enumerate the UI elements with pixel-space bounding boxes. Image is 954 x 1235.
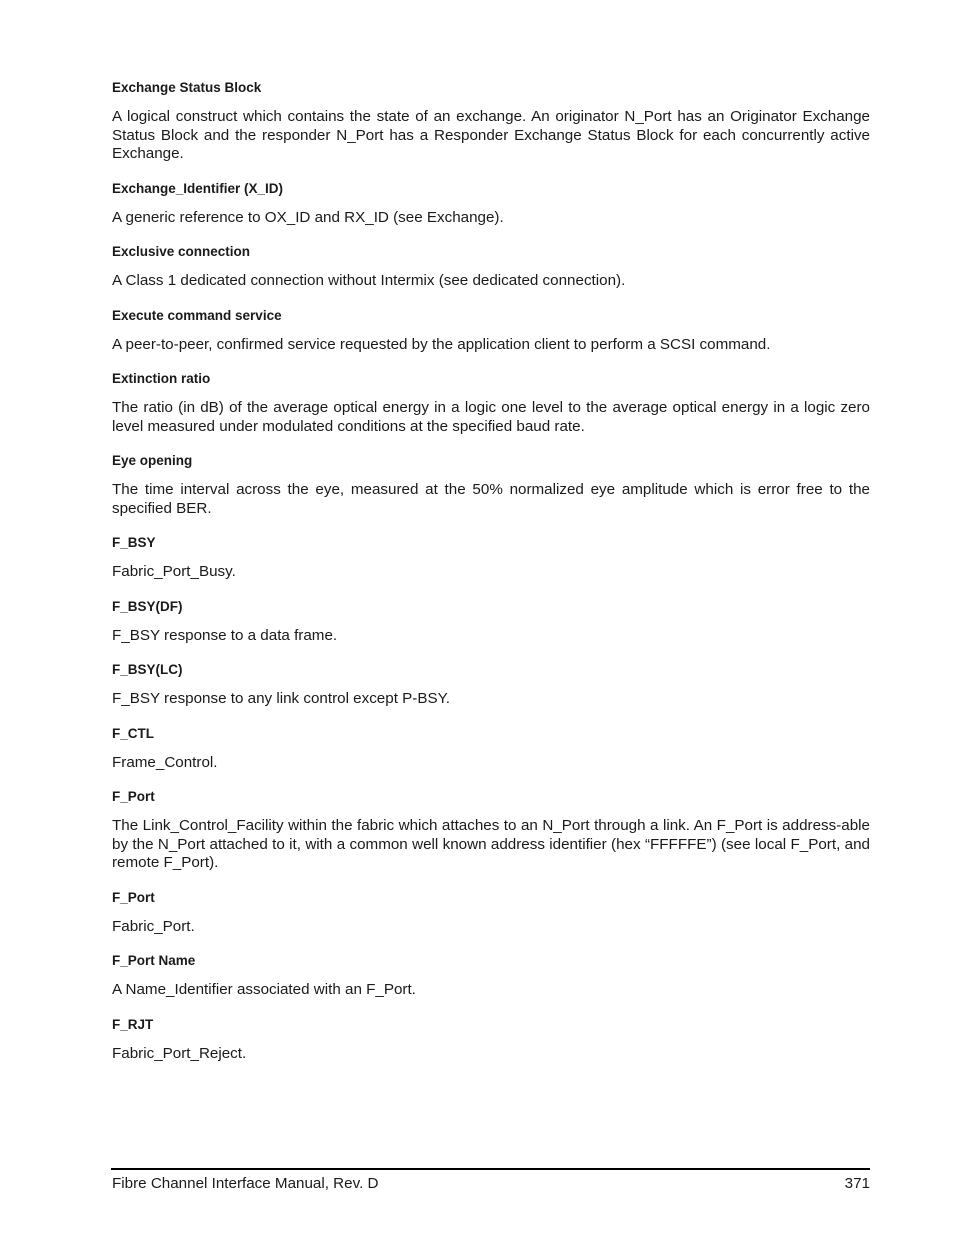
glossary-definition: F_BSY response to any link control except P-BSY.	[112, 690, 450, 707]
glossary-definition: Fabric_Port_Busy.	[112, 563, 236, 580]
glossary-definition: Frame_Control.	[112, 753, 218, 771]
glossary-entry-exchange-identifier	[112, 181, 870, 228]
glossary-entry-f-rjt	[112, 1017, 870, 1064]
footer-divider	[111, 1168, 870, 1170]
glossary-entry-exchange-status-block	[112, 80, 870, 164]
glossary-entry-f-ctl	[112, 726, 870, 773]
glossary-term: F_BSY(DF)	[112, 598, 183, 614]
glossary-term: F_RJT	[112, 1016, 154, 1032]
glossary-content	[112, 80, 870, 1080]
glossary-entry-exclusive-connection	[112, 244, 870, 291]
glossary-term: F_BSY(LC)	[112, 662, 183, 677]
glossary-term: F_BSY	[112, 535, 156, 550]
glossary-entry-eye-opening	[112, 453, 870, 518]
glossary-term: Exclusive connection	[112, 244, 251, 259]
glossary-entry-f-bsy-df	[112, 599, 870, 646]
glossary-entry-f-bsy-lc	[112, 662, 870, 709]
glossary-entry-execute-command-service	[112, 308, 870, 355]
glossary-term: Eye opening	[112, 453, 193, 468]
glossary-entry-f-bsy	[112, 535, 870, 582]
glossary-term: Exchange_Identifier (X_ID)	[112, 180, 284, 196]
glossary-term: Exchange Status Block	[112, 80, 262, 95]
footer-page-number: 371	[844, 1175, 870, 1192]
glossary-definition: The ratio (in dB) of the average optical energy in a logic one level to the average optical energy in a logic zero level measured under modulated conditions at the specified baud rate.	[112, 399, 870, 435]
glossary-entry-f-port	[112, 789, 870, 873]
glossary-definition: Fabric_Port_Reject.	[112, 1044, 247, 1062]
glossary-definition: A logical construct which contains the state of an exchange. An originator N_Port has an Originator Exchange Status Block and the responder N_Port has a Responder Exchange Status Block for each concurrently active Exchange.	[112, 108, 870, 162]
glossary-definition: A Name_Identifier associated with an F_Port.	[112, 981, 416, 998]
page-footer	[112, 1175, 870, 1193]
glossary-definition: Fabric_Port.	[112, 917, 195, 935]
glossary-entry-f-port-name	[112, 953, 870, 1000]
glossary-definition: The time interval across the eye, measured at the 50% normalized eye amplitude which is error free to the specified BER.	[112, 481, 870, 517]
glossary-definition: The Link_Control_Facility within the fabric which attaches to an N_Port through a link. An F_Port is address-able by the N_Port attached to it, with a common well known address identifier (hex “FFFFFE”) (see local F_Port, and remote F_Port).	[112, 817, 870, 871]
glossary-definition: A generic reference to OX_ID and RX_ID (see Exchange).	[112, 208, 504, 226]
glossary-definition: A peer-to-peer, confirmed service requested by the application client to perform a SCSI command.	[112, 335, 771, 353]
glossary-definition: F_BSY response to a data frame.	[112, 626, 338, 644]
glossary-term: Execute command service	[112, 307, 282, 323]
glossary-entry-f-port-fabric	[112, 890, 870, 937]
glossary-term: F_Port	[112, 789, 155, 804]
glossary-term: F_Port Name	[112, 953, 196, 968]
glossary-term: Extinction ratio	[112, 371, 211, 386]
footer-manual-title: Fibre Channel Interface Manual, Rev. D	[112, 1175, 379, 1192]
glossary-term: F_CTL	[112, 725, 154, 741]
glossary-term: F_Port	[112, 889, 155, 905]
glossary-entry-extinction-ratio	[112, 371, 870, 436]
glossary-definition: A Class 1 dedicated connection without Intermix (see dedicated connection).	[112, 272, 626, 289]
